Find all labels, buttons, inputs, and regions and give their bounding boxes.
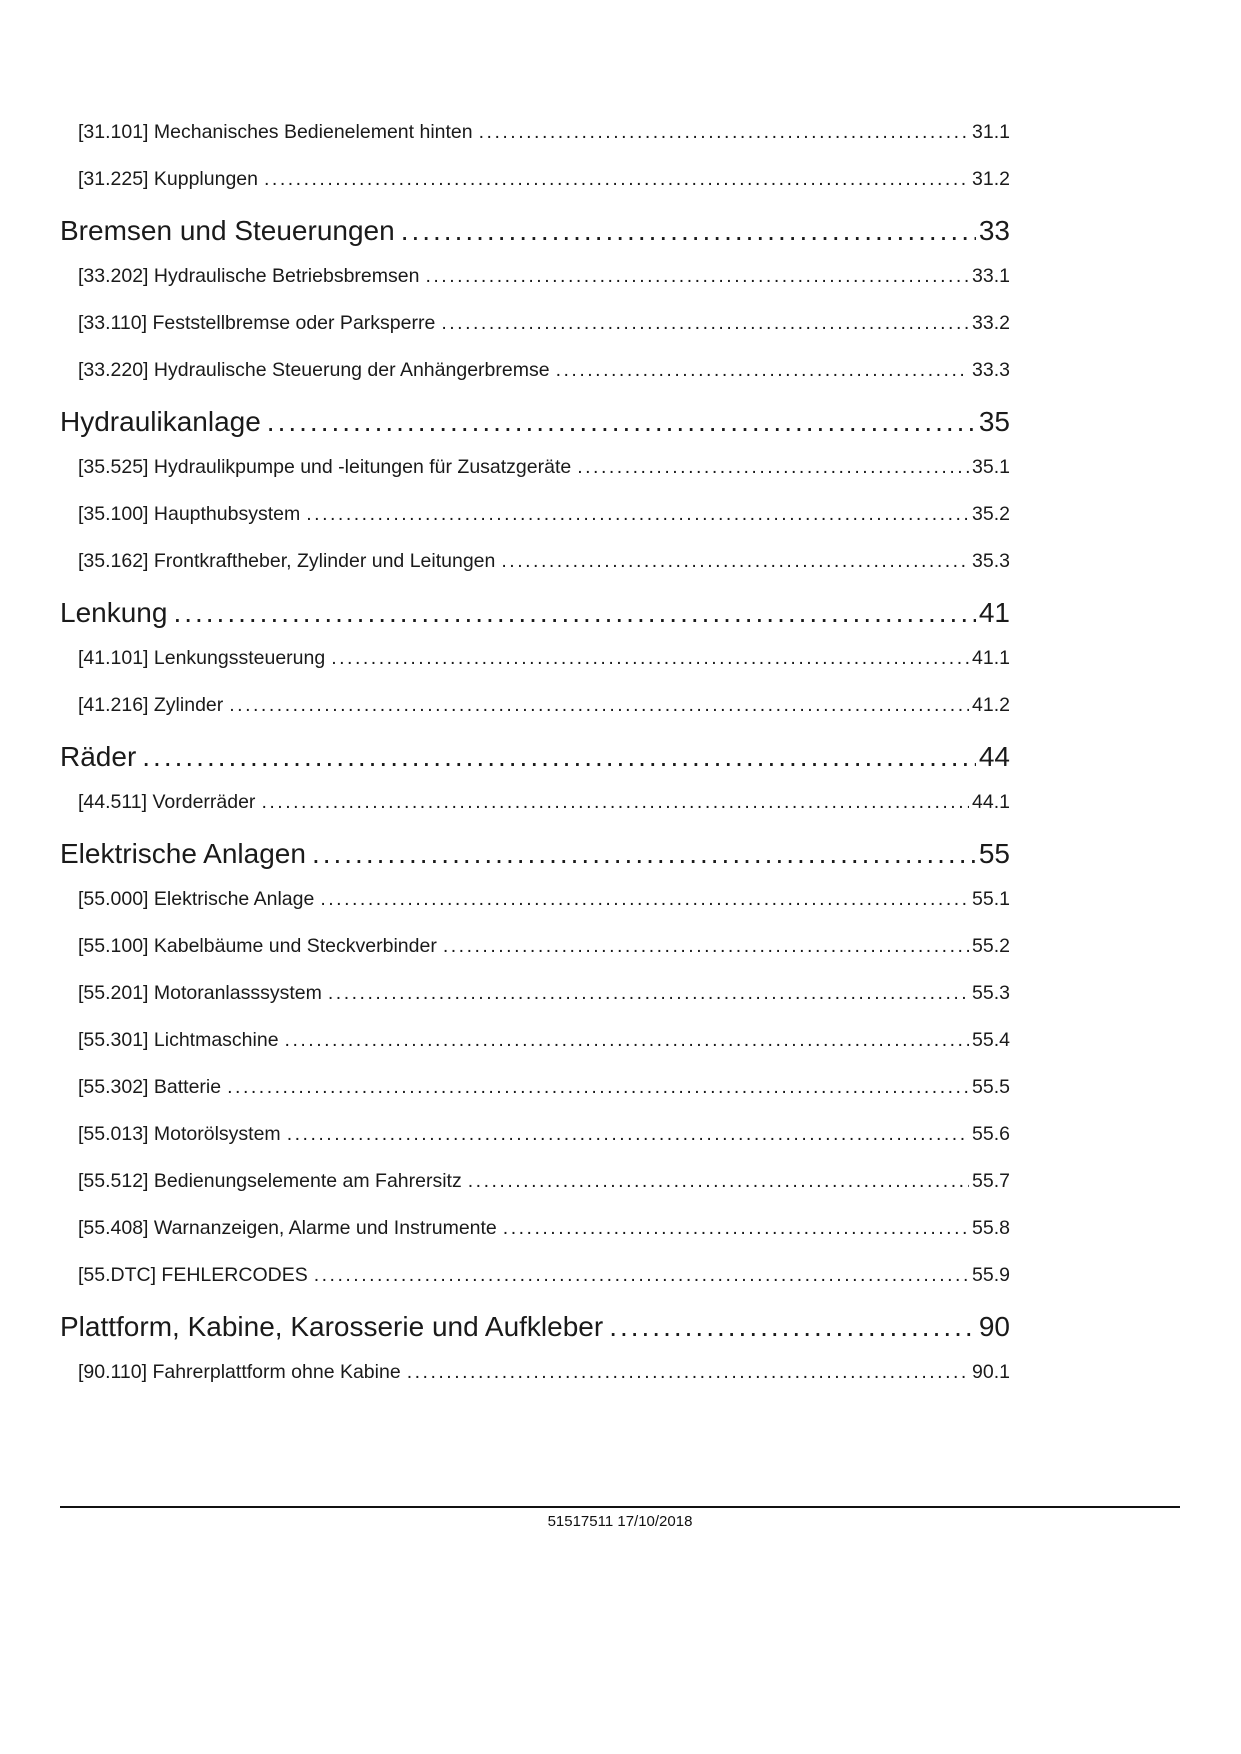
toc-section-row — [60, 740, 1010, 774]
toc-page-number: 55 — [978, 838, 1010, 869]
toc-section-row — [60, 405, 1010, 439]
toc-page-number: 41 — [978, 597, 1010, 628]
dot-leader — [609, 1310, 976, 1344]
toc-entry-label: [44.511] Vorderräder — [78, 791, 256, 813]
toc-entry-label: [55.201] Motoranlasssystem — [78, 982, 322, 1004]
dot-leader — [287, 1122, 969, 1146]
toc-entry-label: [35.162] Frontkraftheber, Zylinder und Leitungen — [78, 550, 496, 572]
toc-entry-label: [31.101] Mechanisches Bedienelement hinten — [78, 121, 473, 143]
toc-row — [60, 646, 1010, 670]
toc-section-row — [60, 1310, 1010, 1344]
toc-page-number: 31.1 — [972, 121, 1010, 143]
toc-page-number: 41.2 — [972, 694, 1010, 716]
toc-page-number: 44.1 — [972, 791, 1010, 813]
toc-row — [60, 790, 1010, 814]
dot-leader — [312, 837, 976, 871]
toc-row — [60, 1122, 1010, 1146]
toc-section-row — [60, 214, 1010, 248]
toc-row — [60, 1216, 1010, 1240]
toc-entry-label: [55.512] Bedienungselemente am Fahrersitz — [78, 1170, 462, 1192]
toc-page-number: 35.1 — [972, 456, 1010, 478]
toc-page-number: 35 — [978, 406, 1010, 437]
toc-entry-label: [55.100] Kabelbäume und Steckverbinder — [78, 935, 437, 957]
dot-leader — [503, 1216, 969, 1240]
toc-page-number: 55.2 — [972, 935, 1010, 957]
toc-row — [60, 120, 1010, 144]
toc-row — [60, 981, 1010, 1005]
table-of-contents — [60, 120, 1010, 1407]
dot-leader — [306, 502, 969, 526]
toc-page-number: 35.3 — [972, 550, 1010, 572]
toc-row — [60, 1169, 1010, 1193]
toc-row — [60, 934, 1010, 958]
toc-row — [60, 1075, 1010, 1099]
dot-leader — [468, 1169, 969, 1193]
toc-section-label: Lenkung — [60, 597, 168, 628]
toc-row — [60, 264, 1010, 288]
toc-entry-label: [41.101] Lenkungssteuerung — [78, 647, 326, 669]
dot-leader — [173, 596, 975, 630]
dot-leader — [285, 1028, 970, 1052]
page-footer — [60, 1506, 1180, 1530]
toc-entry-label: [90.110] Fahrerplattform ohne Kabine — [78, 1361, 401, 1383]
dot-leader — [314, 1263, 969, 1287]
toc-row — [60, 502, 1010, 526]
toc-page-number: 55.3 — [972, 982, 1010, 1004]
toc-row — [60, 887, 1010, 911]
toc-page-number: 55.4 — [972, 1029, 1010, 1051]
toc-entry-label: [55.DTC] FEHLERCODES — [78, 1264, 308, 1286]
toc-page-number: 33.1 — [972, 265, 1010, 287]
toc-row — [60, 455, 1010, 479]
dot-leader — [320, 887, 969, 911]
dot-leader — [441, 311, 969, 335]
dot-leader — [331, 646, 969, 670]
toc-section-row — [60, 837, 1010, 871]
toc-section-label: Plattform, Kabine, Karosserie und Aufkleber — [60, 1311, 604, 1342]
toc-page-number: 55.5 — [972, 1076, 1010, 1098]
toc-entry-label: [55.408] Warnanzeigen, Alarme und Instrumente — [78, 1217, 497, 1239]
dot-leader — [267, 405, 976, 439]
dot-leader — [407, 1360, 969, 1384]
toc-row — [60, 549, 1010, 573]
toc-row — [60, 358, 1010, 382]
footer-text: 51517511 17/10/2018 — [547, 1513, 693, 1530]
toc-entry-label: [55.302] Batterie — [78, 1076, 222, 1098]
toc-entry-label: [33.202] Hydraulische Betriebsbremsen — [78, 265, 420, 287]
footer-rule — [60, 1506, 1180, 1508]
toc-page-number: 90 — [978, 1311, 1010, 1342]
toc-entry-label: [35.525] Hydraulikpumpe und -leitungen für Zusatzgeräte — [78, 456, 572, 478]
toc-row — [60, 1360, 1010, 1384]
dot-leader — [261, 790, 969, 814]
toc-entry-label: [55.013] Motorölsystem — [78, 1123, 281, 1145]
toc-section-label: Elektrische Anlagen — [60, 838, 306, 869]
toc-page-number: 31.2 — [972, 168, 1010, 190]
dot-leader — [264, 167, 969, 191]
dot-leader — [501, 549, 969, 573]
toc-section-label: Bremsen und Steuerungen — [60, 215, 395, 246]
toc-page-number: 33.2 — [972, 312, 1010, 334]
toc-page-number: 33.3 — [972, 359, 1010, 381]
toc-page-number: 55.8 — [972, 1217, 1010, 1239]
toc-page-number: 35.2 — [972, 503, 1010, 525]
toc-row — [60, 1028, 1010, 1052]
toc-page-number: 55.6 — [972, 1123, 1010, 1145]
dot-leader — [227, 1075, 969, 1099]
toc-row — [60, 167, 1010, 191]
dot-leader — [401, 214, 976, 248]
dot-leader — [577, 455, 969, 479]
dot-leader — [229, 693, 969, 717]
dot-leader — [328, 981, 969, 1005]
toc-section-row — [60, 596, 1010, 630]
toc-page-number: 55.9 — [972, 1264, 1010, 1286]
toc-entry-label: [33.110] Feststellbremse oder Parksperre — [78, 312, 436, 334]
dot-leader — [142, 740, 976, 774]
dot-leader — [479, 120, 969, 144]
toc-page-number: 90.1 — [972, 1361, 1010, 1383]
toc-page-number: 33 — [978, 215, 1010, 246]
toc-page-number: 55.7 — [972, 1170, 1010, 1192]
toc-section-label: Hydraulikanlage — [60, 406, 261, 437]
toc-entry-label: [31.225] Kupplungen — [78, 168, 258, 190]
toc-row — [60, 311, 1010, 335]
toc-entry-label: [41.216] Zylinder — [78, 694, 224, 716]
dot-leader — [556, 358, 969, 382]
dot-leader — [425, 264, 969, 288]
toc-section-label: Räder — [60, 741, 137, 772]
toc-row — [60, 693, 1010, 717]
toc-entry-label: [35.100] Haupthubsystem — [78, 503, 301, 525]
dot-leader — [443, 934, 969, 958]
toc-entry-label: [33.220] Hydraulische Steuerung der Anhängerbremse — [78, 359, 550, 381]
toc-page-number: 44 — [978, 741, 1010, 772]
toc-entry-label: [55.301] Lichtmaschine — [78, 1029, 279, 1051]
toc-entry-label: [55.000] Elektrische Anlage — [78, 888, 315, 910]
toc-row — [60, 1263, 1010, 1287]
toc-page-number: 55.1 — [972, 888, 1010, 910]
toc-page-number: 41.1 — [972, 647, 1010, 669]
